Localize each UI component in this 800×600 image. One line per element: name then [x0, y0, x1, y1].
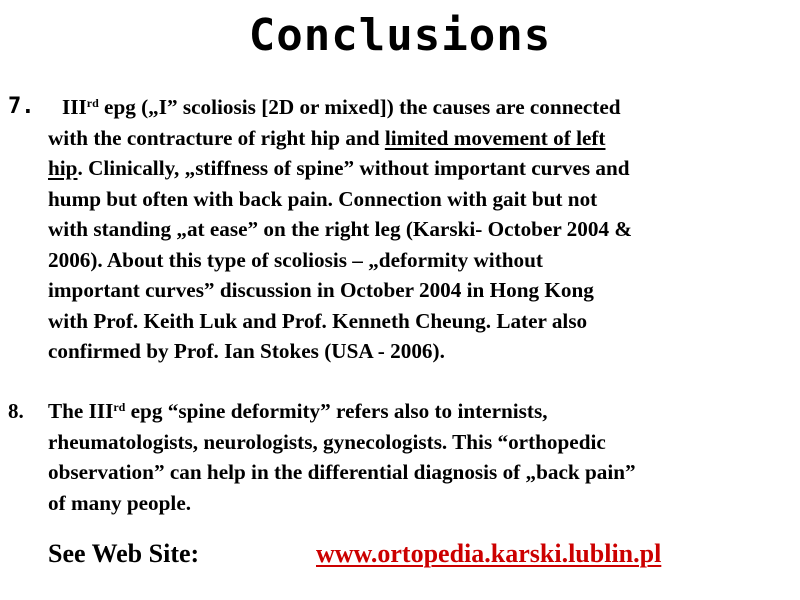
- text-line: hump but often with back pain. Connection with gait but not: [48, 186, 598, 211]
- superscript-rd: rd: [86, 96, 99, 110]
- text-line: confirmed by Prof. Ian Stokes (USA - 2006).: [48, 339, 445, 363]
- text-line: [48, 92, 798, 123]
- underlined-phrase: hip: [48, 156, 78, 180]
- text-line: [48, 123, 798, 154]
- text-fragment: with the contracture of right hip and: [48, 125, 385, 150]
- website-label: See Web Site:: [48, 539, 200, 568]
- text-fragment: epg “spine deformity” refers also to internists,: [125, 399, 548, 423]
- text-fragment: epg („I” scoliosis [2D or mixed]) the causes are connected: [98, 95, 621, 119]
- text-fragment: . Clinically, „stiffness of spine” without important curves and: [77, 156, 630, 180]
- text-line: observation” can help in the differential diagnosis of „back pain”: [48, 460, 636, 484]
- text-line: rheumatologists, neurologists, gynecologists. This “orthopedic: [48, 429, 606, 454]
- item-text: [48, 396, 798, 518]
- text-line: important curves” discussion in October 2004 in Hong Kong: [48, 278, 594, 302]
- text-line: with Prof. Keith Luk and Prof. Kenneth Cheung. Later also: [48, 308, 588, 333]
- page-title: Conclusions: [248, 10, 552, 61]
- text-line: with standing „at ease” on the right leg (Karski- October 2004 &: [48, 217, 633, 241]
- text-line: 2006). About this type of scoliosis – „deformity without: [48, 247, 543, 272]
- item-number: 7.: [8, 94, 35, 119]
- text-fragment: The III: [48, 399, 114, 423]
- website-link[interactable]: www.ortopedia.karski.lublin.pl: [316, 539, 662, 568]
- underlined-phrase: limited movement of left: [384, 125, 606, 150]
- superscript-rd: rd: [113, 400, 126, 414]
- item-text: [48, 92, 798, 367]
- text-line: [48, 153, 798, 184]
- item-number: 8.: [8, 399, 24, 423]
- text-line: [48, 396, 798, 427]
- text-line: of many people.: [48, 490, 192, 515]
- roman-numeral: III: [62, 95, 87, 119]
